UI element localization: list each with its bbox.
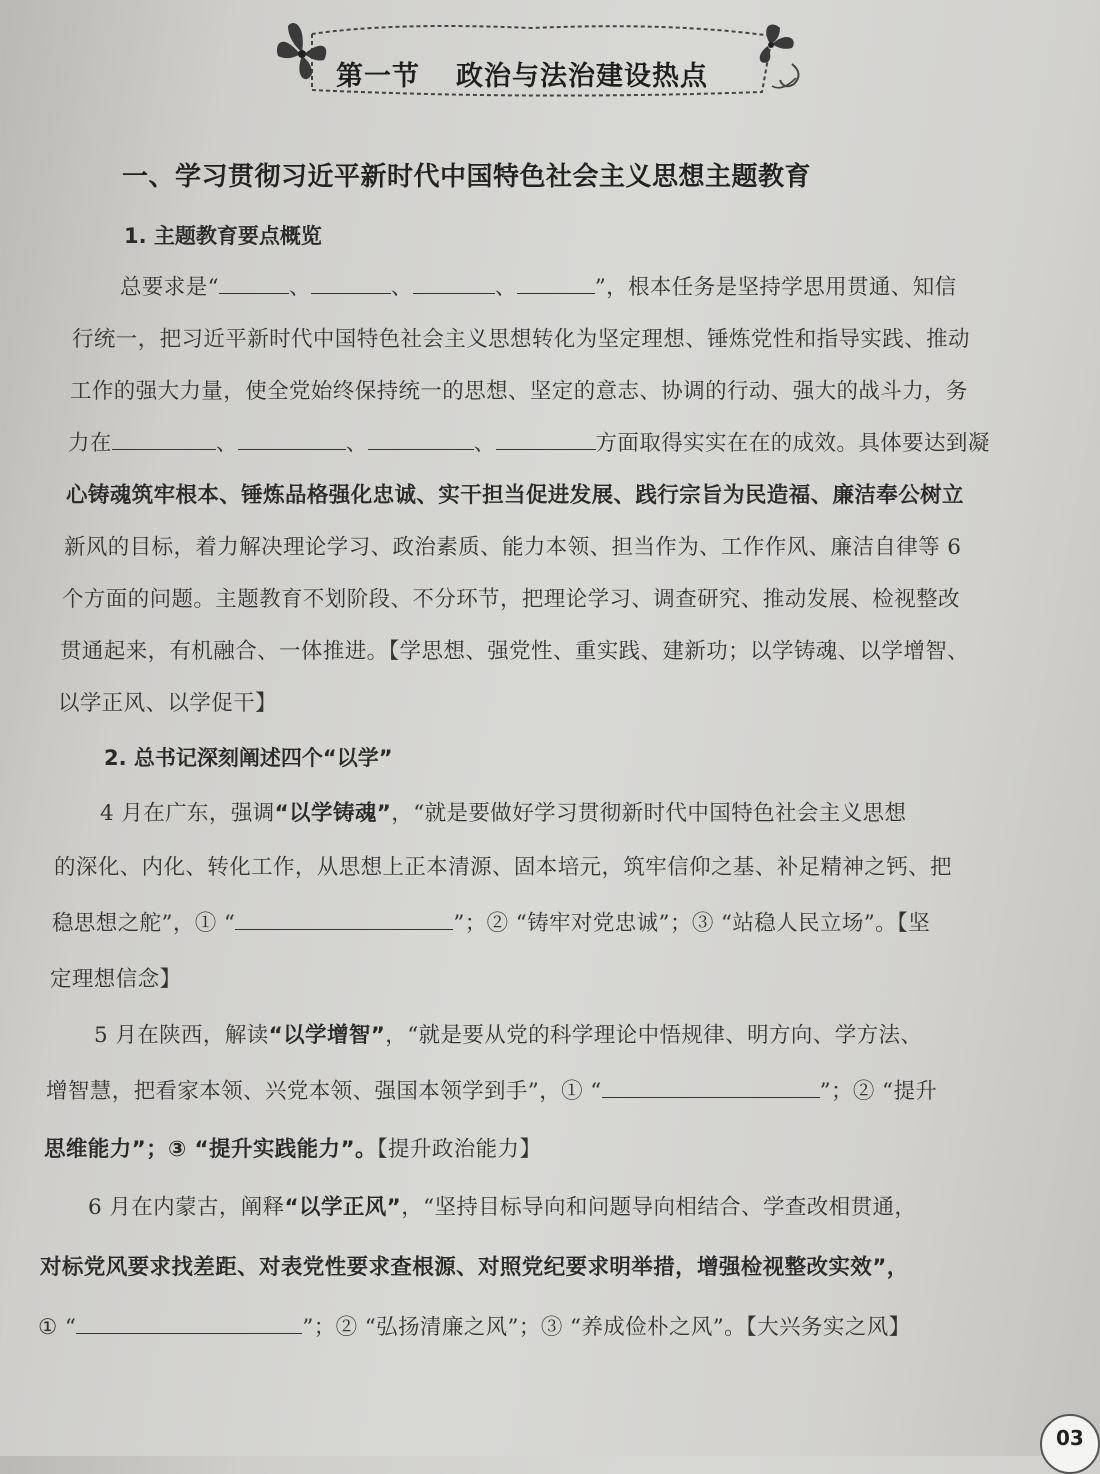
blank-line[interactable] xyxy=(311,273,391,294)
text-span: 增智慧，把看家本领、兴党本领、强国本领学到手”，① “ xyxy=(46,1079,602,1104)
emphasis: “以学增智” xyxy=(268,1023,386,1048)
leaf-ornament-left-icon xyxy=(277,23,326,79)
text-span: ① “ xyxy=(38,1315,77,1340)
section-banner xyxy=(272,14,802,100)
section-title xyxy=(336,54,708,93)
text-span: 力在 xyxy=(68,431,112,456)
text-span: 方面取得实实在在的成效。具体要达到凝 xyxy=(595,431,990,456)
p1-line-5: 心铸魂筑牢根本、锤炼品格强化忠诚、实干担当促进发展、践行宗旨为民造福、廉洁奉公树立 xyxy=(66,483,964,508)
p1-line-7: 个方面的问题。主题教育不划阶段、不分环节，把理论学习、调查研究、推动发展、检视整改 xyxy=(62,587,960,612)
subheading-overview: 1. 主题教育要点概览 xyxy=(124,224,322,248)
p2-line-4: 定理想信念】 xyxy=(50,967,182,992)
text-span: 、 xyxy=(215,431,238,456)
emphasis: “以学正风” xyxy=(284,1195,402,1220)
text-span: 总要求是“ xyxy=(120,275,219,300)
p2-line-3 xyxy=(52,906,930,937)
text-span: ”，根本任务是坚持学思用贯通、知信 xyxy=(594,275,957,300)
text-span: ，“坚持目标导向和问题导向相结合、学查改相贯通， xyxy=(401,1195,917,1220)
blank-line[interactable] xyxy=(238,429,346,450)
blank-line[interactable] xyxy=(112,429,216,450)
p1-line-8: 贯通起来，有机融合、一体推进。【学思想、强党性、重实践、建新功；以学铸魂、以学增智、 xyxy=(60,639,970,664)
blank-line[interactable] xyxy=(368,429,474,450)
text-span: 5 月在陕西，解读 xyxy=(94,1023,269,1048)
blank-line[interactable] xyxy=(496,429,596,450)
text-span: 、 xyxy=(390,275,413,300)
section-label: 第一节 xyxy=(336,61,420,92)
blank-line[interactable] xyxy=(235,909,453,930)
text-span: 、 xyxy=(289,275,311,300)
p2-line-2: 的深化、内化、转化工作，从思想上正本清源、固本培元，筑牢信仰之基、补足精神之钙、把 xyxy=(54,855,952,880)
p3-line-3 xyxy=(44,1132,541,1163)
emphasis: 思维能力”；③ “提升实践能力”。 xyxy=(44,1137,377,1162)
p1-line-1 xyxy=(120,270,957,301)
text-span: ”；② “铸牢对党忠诚”；③ “站稳人民立场”。【坚 xyxy=(453,911,931,936)
text-span: 稳思想之舵”，① “ xyxy=(52,911,236,936)
page-number: 03 xyxy=(1040,1414,1100,1474)
p1-line-9: 以学正风、以学促干】 xyxy=(58,691,278,716)
section-title-text: 政治与法治建设热点 xyxy=(456,61,708,92)
text-span: ，“就是要从党的科学理论中悟规律、明方向、学方法、 xyxy=(385,1023,923,1048)
p3-line-1 xyxy=(94,1018,922,1049)
p1-line-4 xyxy=(68,426,990,457)
p4-line-1 xyxy=(88,1190,916,1221)
p1-line-6: 新风的目标，着力解决理论学习、政治素质、能力本领、担当作为、工作作风、廉洁自律等 6 xyxy=(64,535,962,560)
p3-line-2 xyxy=(46,1074,937,1105)
subheading-four-xue: 2. 总书记深刻阐述四个“以学” xyxy=(104,746,393,770)
p2-line-1 xyxy=(100,796,906,827)
text-span: ”；② “提升 xyxy=(819,1079,938,1104)
text-span: 【提升政治能力】 xyxy=(376,1137,542,1162)
blank-line[interactable] xyxy=(602,1077,820,1098)
text-span: 、 xyxy=(345,431,368,456)
text-span: 6 月在内蒙古，阐释 xyxy=(88,1195,285,1220)
text-span: 4 月在广东，强调 xyxy=(100,801,275,826)
blank-line[interactable] xyxy=(219,273,289,294)
p1-line-3: 工作的强大力量，使全党始终保持统一的思想、坚定的意志、协调的行动、强大的战斗力，务 xyxy=(70,379,968,404)
p4-line-3 xyxy=(38,1310,911,1341)
blank-line[interactable] xyxy=(413,273,495,294)
heading-topic-1: 一、学习贯彻习近平新时代中国特色社会主义思想主题教育 xyxy=(122,162,812,192)
p1-line-2: 行统一，把习近平新时代中国特色社会主义思想转化为坚定理想、锤炼党性和指导实践、推动 xyxy=(72,327,970,352)
text-span: 、 xyxy=(494,275,517,300)
p4-line-2: 对标党风要求找差距、对表党性要求查根源、对照党纪要求明举措，增强检视整改实效”， xyxy=(40,1255,909,1280)
blank-line[interactable] xyxy=(76,1313,302,1334)
text-span: 、 xyxy=(473,431,496,456)
leaf-ornament-right-icon xyxy=(760,25,799,88)
blank-line[interactable] xyxy=(517,273,595,294)
text-span: ，“就是要做好学习贯彻新时代中国特色社会主义思想 xyxy=(391,801,907,826)
emphasis: “以学铸魂” xyxy=(274,801,392,826)
text-span: ”；② “弘扬清廉之风”；③ “养成俭朴之风”。【大兴务实之风】 xyxy=(302,1315,911,1340)
